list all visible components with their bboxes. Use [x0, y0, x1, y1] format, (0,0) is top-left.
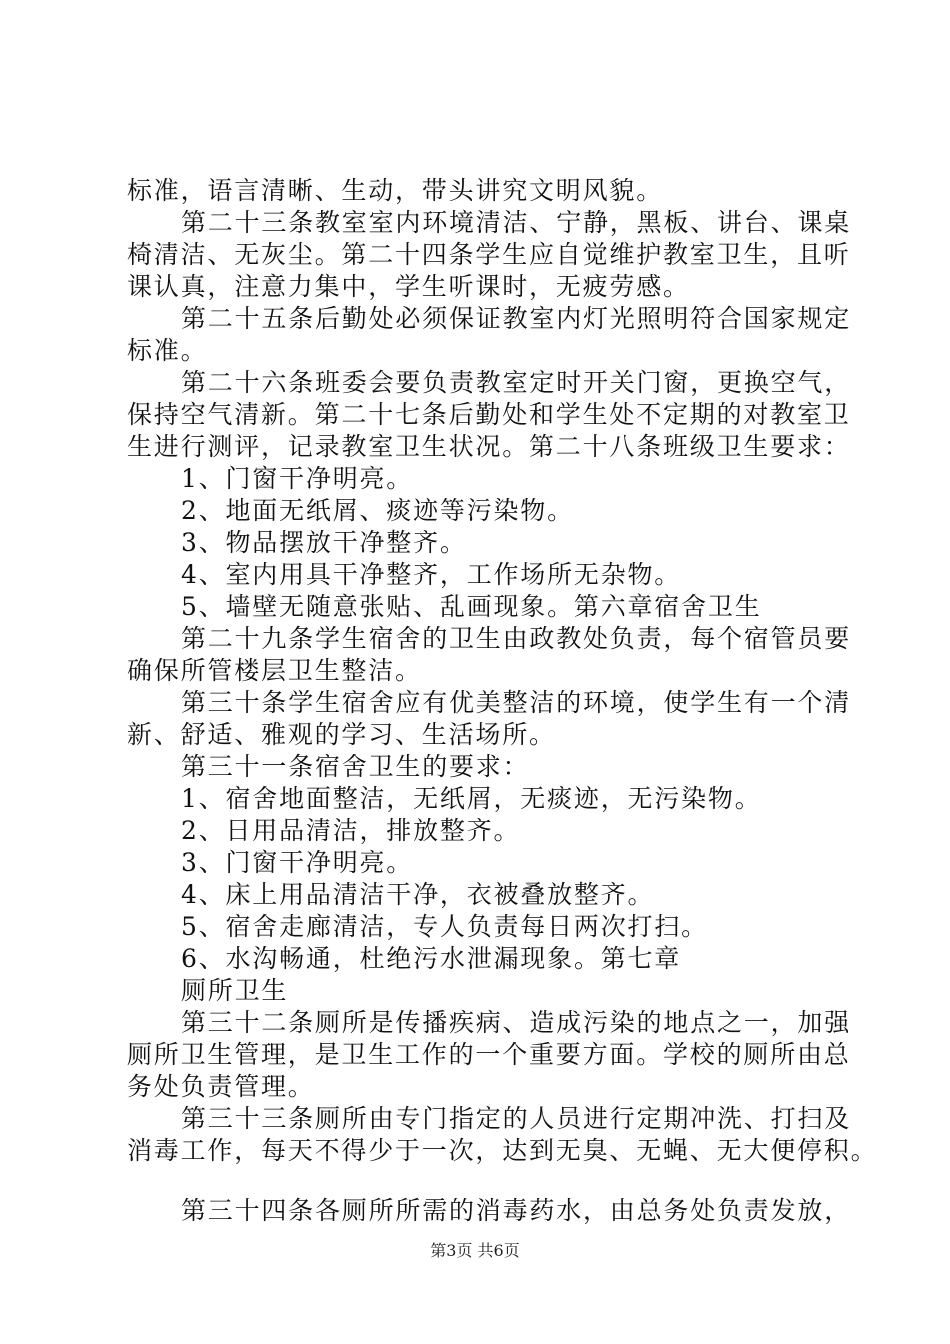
text-line: 务处负责管理。 [127, 1072, 315, 1101]
text-line: 消毒工作，每天不得少于一次，达到无臭、无蝇、无大便停积。 [127, 1136, 878, 1165]
text-line: 第三十二条厕所是传播疾病、造成污染的地点之一，加强 [181, 1008, 852, 1037]
list-item: 4、室内用具干净整齐，工作场所无杂物。 [181, 560, 682, 589]
text-line: 第三十条学生宿舍应有优美整洁的环境，使学生有一个清 [181, 688, 852, 717]
text-line: 第二十六条班委会要负责教室定时开关门窗，更换空气， [181, 368, 852, 397]
section-heading: 厕所卫生 [181, 976, 289, 1005]
text-line: 新、舒适、雅观的学习、生活场所。 [127, 720, 556, 749]
text-line: 第三十四条各厕所所需的消毒药水，由总务处负责发放， [181, 1196, 852, 1225]
list-item: 3、门窗干净明亮。 [181, 848, 414, 877]
text-line: 生进行测评，记录教室卫生状况。第二十八条班级卫生要求： [127, 432, 851, 461]
text-line: 第三十三条厕所由专门指定的人员进行定期冲洗、打扫及 [181, 1104, 852, 1133]
list-item: 1、门窗干净明亮。 [181, 464, 414, 493]
list-item: 1、宿舍地面整洁，无纸屑，无痰迹，无污染物。 [181, 784, 762, 813]
text-line: 第二十三条教室室内环境清洁、宁静，黑板、讲台、课桌 [181, 208, 852, 237]
list-item: 2、地面无纸屑、痰迹等污染物。 [181, 496, 574, 525]
list-item: 4、床上用品清洁干净，衣被叠放整齐。 [181, 880, 655, 909]
list-item: 6、水沟畅通，杜绝污水泄漏现象。第七章 [181, 944, 682, 973]
text-line: 第二十五条后勤处必须保证教室内灯光照明符合国家规定 [181, 304, 852, 333]
list-item: 2、日用品清洁，排放整齐。 [181, 816, 521, 845]
list-item: 5、墙壁无随意张贴、乱画现象。第六章宿舍卫生 [181, 592, 762, 621]
text-line: 标准，语言清晰、生动，带头讲究文明风貌。 [127, 176, 664, 205]
text-line: 保持空气清新。第二十七条后勤处和学生处不定期的对教室卫 [127, 400, 851, 429]
text-line: 厕所卫生管理，是卫生工作的一个重要方面。学校的厕所由总 [127, 1040, 851, 1069]
text-line: 标准。 [127, 336, 208, 365]
page-footer: 第3页 共6页 [430, 1241, 520, 1260]
text-line: 第二十九条学生宿舍的卫生由政教处负责，每个宿管员要 [181, 624, 852, 653]
text-line: 课认真，注意力集中，学生听课时，无疲劳感。 [127, 272, 690, 301]
text-line: 第三十一条宿舍卫生的要求： [181, 752, 530, 781]
list-item: 5、宿舍走廊清洁，专人负责每日两次打扫。 [181, 912, 708, 941]
text-line: 椅清洁、无灰尘。第二十四条学生应自觉维护教室卫生，且听 [127, 240, 851, 269]
text-line: 确保所管楼层卫生整洁。 [127, 656, 422, 685]
list-item: 3、物品摆放干净整齐。 [181, 528, 467, 557]
